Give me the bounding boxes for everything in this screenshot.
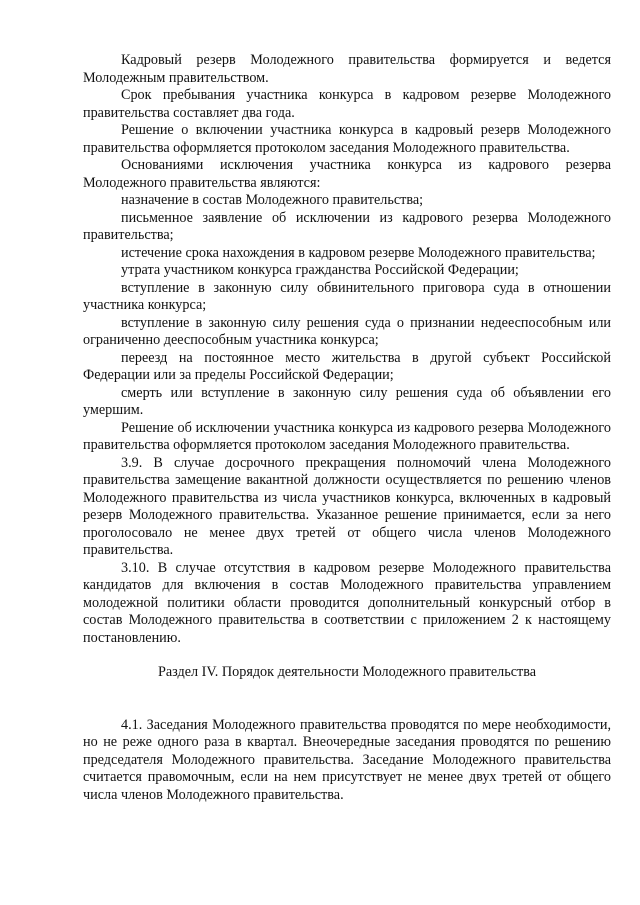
list-item-appointment: назначение в состав Молодежного правительства; <box>121 192 424 208</box>
section-heading: Раздел IV. Порядок деятельности Молодежного правительства <box>157 664 537 680</box>
paragraph-exclusion-decision: Решение об исключении участника конкурса из кадрового резерва Молодежного правительства оформляется протоколом заседания Молодежного правительства. <box>83 419 611 453</box>
list-item-term-expiry: истечение срока нахождения в кадровом резерве Молодежного правительства; <box>121 244 596 261</box>
document-body <box>83 52 611 804</box>
paragraph-reserve-inclusion: Решение о включении участника конкурса в кадровый резерв Молодежного правительства оформляется протоколом заседания Молодежного правительства. <box>83 122 611 156</box>
list-item-citizenship-loss: утрата участником конкурса гражданства Российской Федерации; <box>121 262 519 278</box>
paragraph-4-1: 4.1. Заседания Молодежного правительства проводятся по мере необходимости, но не реже одного раза в квартал. Внеочередные заседания проводятся по решению председателя Молодежного правительства. Заседание Молодежного правительства считается правомочным, если на нем присутствует не менее двух третей от общего числа членов Молодежного правительства. <box>83 716 611 803</box>
list-item-written-request: письменное заявление об исключении из кадрового резерва Молодежного правительства; <box>83 209 611 243</box>
paragraph-3-9: 3.9. В случае досрочного прекращения полномочий члена Молодежного правительства замещение вакантной должности осуществляется по решению членов Молодежного правительства из числа участников конкурса, включенных в кадровый резерв Молодежного правительства. Указанное решение принимается, если за него проголосовало не менее двух третей от общего числа членов Молодежного правительства. <box>83 454 611 558</box>
list-item-conviction: вступление в законную силу обвинительного приговора суда в отношении участника конкурса; <box>83 279 611 313</box>
paragraph-reserve-term: Срок пребывания участника конкурса в кадровом резерве Молодежного правительства составляет два года. <box>83 87 611 121</box>
list-item-relocation: переезд на постоянное место жительства в другой субъект Российской Федерации или за пределы Российской Федерации; <box>83 349 611 383</box>
paragraph-reserve-formation: Кадровый резерв Молодежного правительства формируется и ведется Молодежным правительством. <box>83 52 611 86</box>
list-item-incapacity: вступление в законную силу решения суда о признании недееспособным или ограниченно дееспособным участника конкурса; <box>83 314 611 348</box>
list-item-death: смерть или вступление в законную силу решения суда об объявлении его умершим. <box>83 384 611 418</box>
paragraph-exclusion-grounds: Основаниями исключения участника конкурса из кадрового резерва Молодежного правительства являются: <box>83 157 611 191</box>
paragraph-3-10: 3.10. В случае отсутствия в кадровом резерве Молодежного правительства кандидатов для включения в состав Молодежного правительства управлением молодежной политики области проводится дополнительный конкурсный отбор в состав Молодежного правительства в соответствии с приложением 2 к настоящему постановлению. <box>83 559 611 646</box>
